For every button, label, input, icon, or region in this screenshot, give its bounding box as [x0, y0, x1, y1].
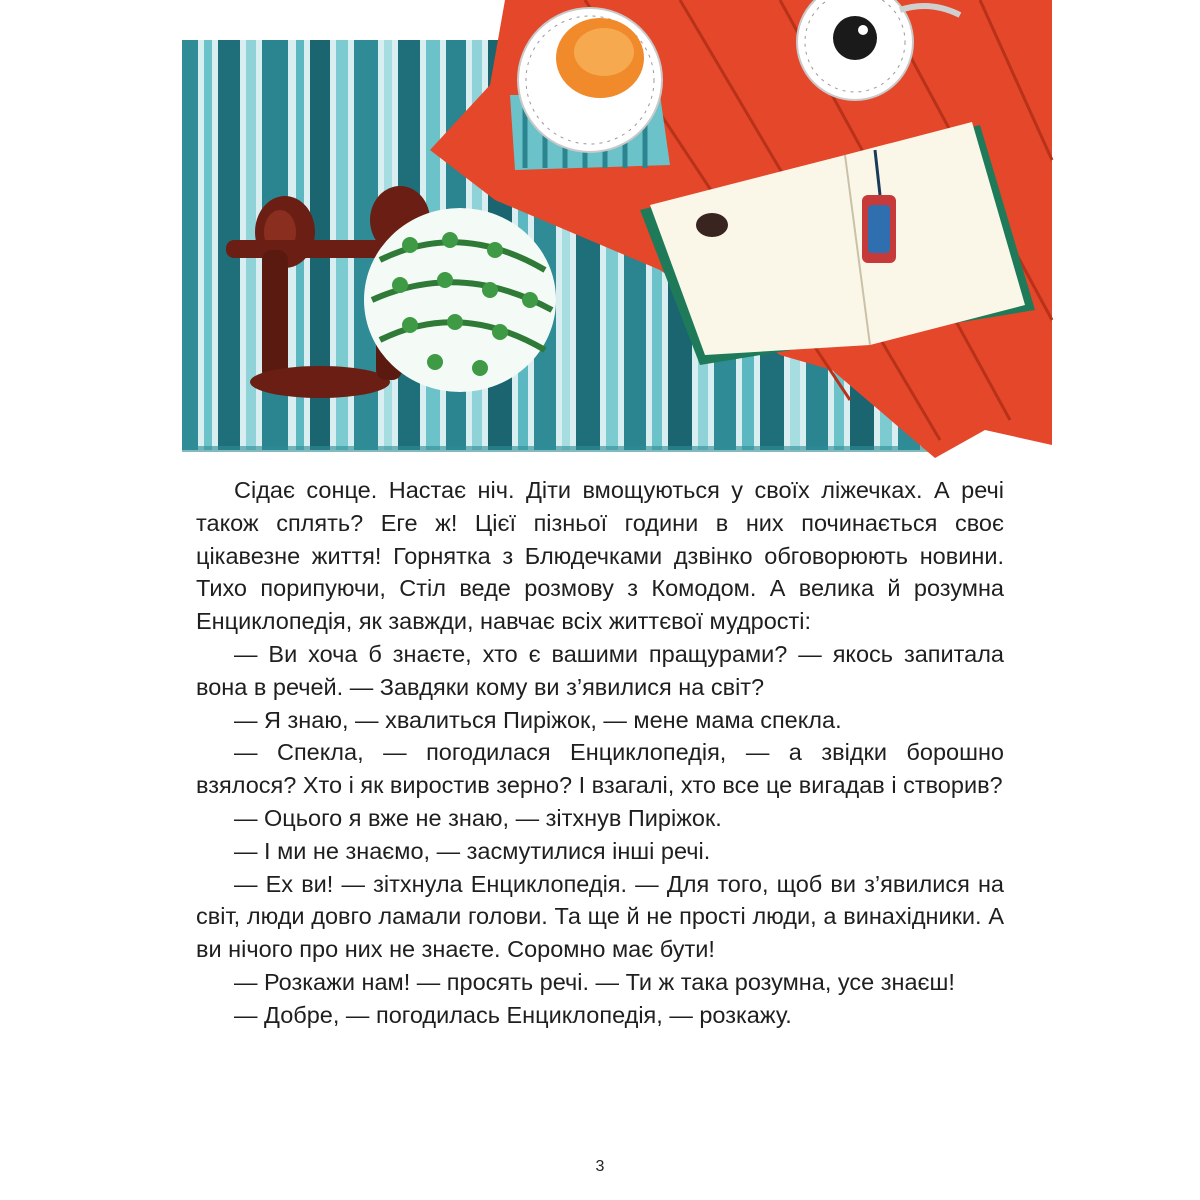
paragraph: — Ех ви! — зітхнула Енциклопедія. — Для того, щоб ви з’явилися на світ, люди довго ламали голови. Та ще й не прості люди, а винахідники. А ви нічого про них не знаєте. Соромно має бути! — [196, 870, 1004, 963]
page-number: 3 — [595, 1158, 605, 1175]
paragraph: — Ви хоча б знаєте, хто є вашими пращурами? — якось запитала вона в речей. — Завдяки кому ви з’явилися на світ? — [196, 640, 1004, 700]
illustration — [0, 0, 1200, 470]
paragraph: — Добре, — погодилась Енциклопедія, — розкажу. — [234, 1001, 792, 1028]
paragraph: — І ми не знаємо, — засмутилися інші речі. — [234, 837, 711, 864]
plate-with-pie — [518, 8, 662, 152]
paragraph: — Розкажи нам! — просять речі. — Ти ж така розумна, усе знаєш! — [234, 968, 955, 995]
paragraph: — Я знаю, — хвалиться Пиріжок, — мене мама спекла. — [234, 706, 842, 733]
paragraph: — Спекла, — погодилася Енциклопедія, — а звідки борошно взялося? Хто і як виростив зерно? І взагалі, хто все це вигадав і створив? — [196, 739, 1004, 799]
paragraph: — Оцього я вже не знаю, — зітхнув Пиріжок. — [234, 804, 722, 831]
paragraph: Сідає сонце. Настає ніч. Діти вмощуються у своїх ліжечках. А речі також сплять? Еге ж! Цієї пізньої години в них починається своє цікавезне життя! Горнятка з Блюдечками дзвінко обговорюють новини. Тихо порипуючи, Стіл веде розмову з Комодом. А велика й розумна Енциклопедія, як завжди, навчає всіх життєвої мудрості: — [196, 477, 1004, 635]
story-text — [196, 474, 1004, 1032]
cushion — [364, 208, 556, 392]
